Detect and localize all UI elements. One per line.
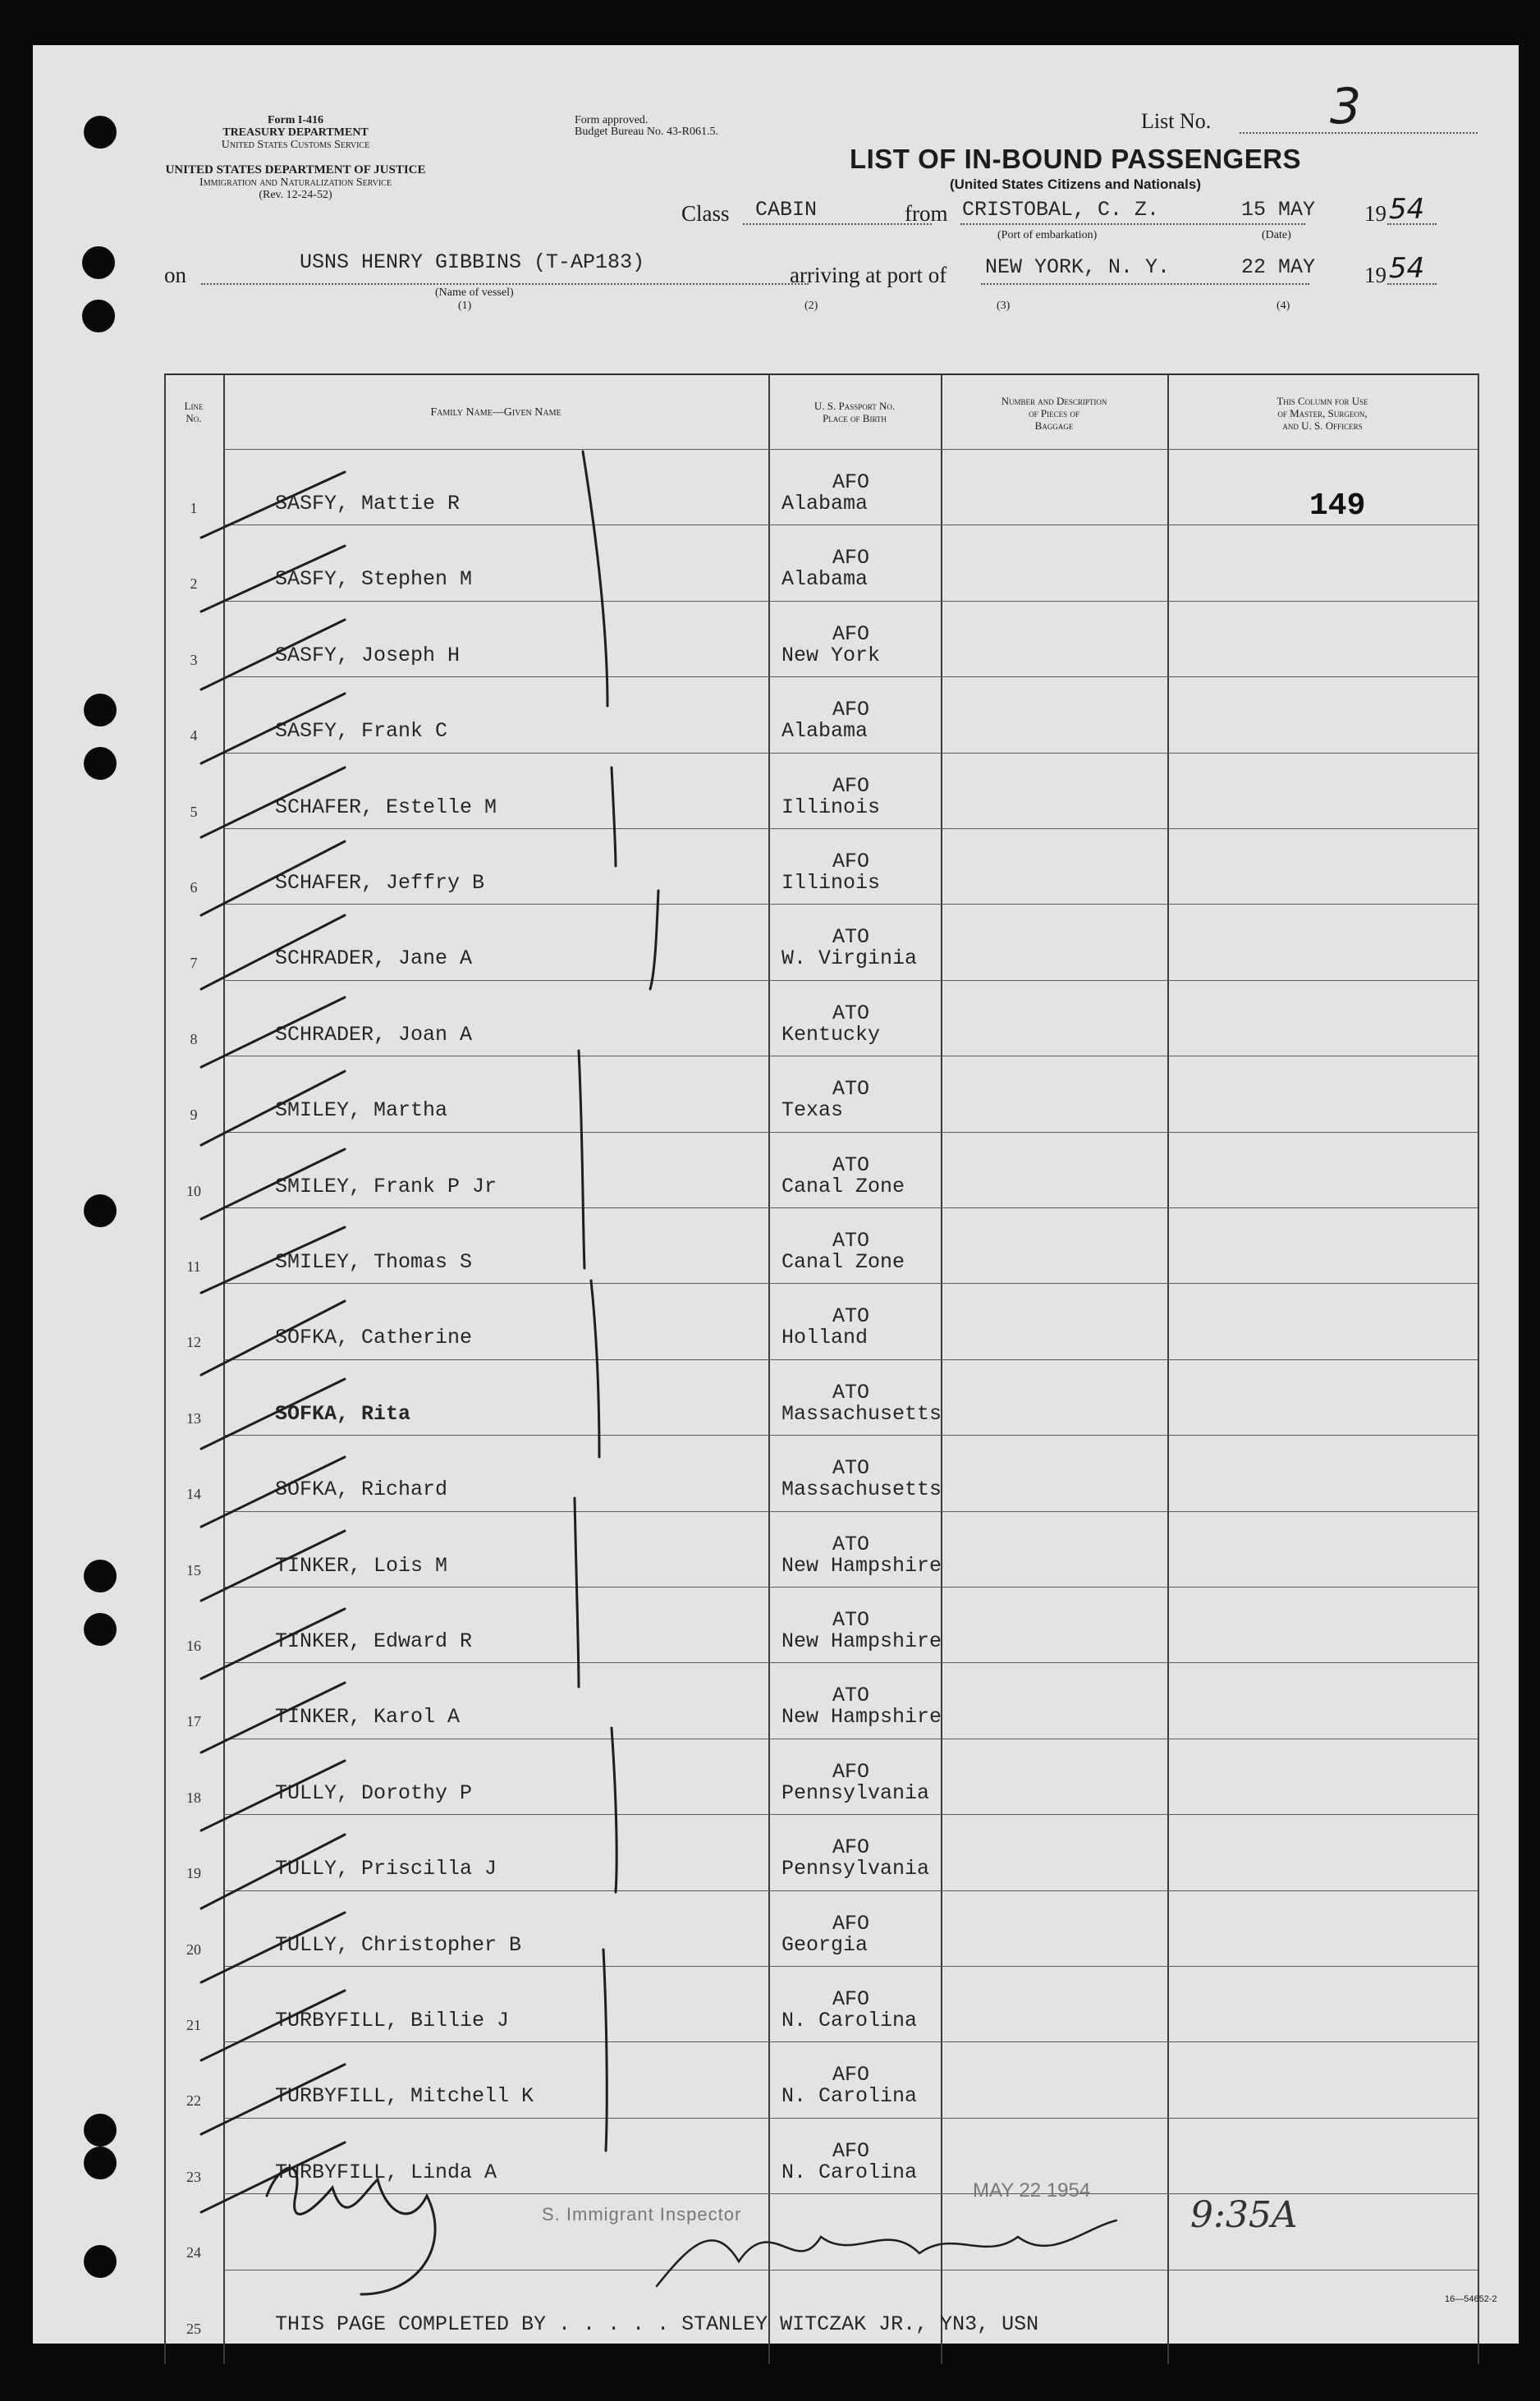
line-number: 3 [190, 651, 198, 668]
line-number: 21 [186, 2017, 201, 2033]
line-number: 12 [186, 1334, 201, 1351]
place-of-birth: Alabama [781, 719, 869, 744]
passenger-name: TULLY, Dorothy P [275, 1780, 473, 1805]
check-mark [201, 841, 345, 915]
place-of-birth: New Hampshire [781, 1553, 942, 1578]
passport-code: AFO [832, 470, 870, 494]
check-mark [201, 1531, 345, 1601]
handwritten-marks [33, 45, 1519, 2344]
check-mark [201, 1071, 345, 1145]
check-mark [201, 1913, 345, 1982]
place-of-birth: New Hampshire [781, 1705, 942, 1730]
family-bracket [579, 1051, 584, 1268]
place-of-birth: Alabama [781, 492, 869, 515]
form-number: Form I-416 [267, 114, 324, 126]
passport-code: AFO [832, 850, 870, 873]
family-bracket [612, 1728, 616, 1892]
passenger-name: TURBYFILL, Mitchell K [275, 2084, 534, 2109]
col1-caption: (1) [458, 300, 472, 312]
passport-code: ATO [832, 1532, 870, 1556]
col-header-passport: U. S. Passport No. Place of Birth [814, 400, 896, 424]
arrival-date-value: 22 MAY [1241, 255, 1316, 279]
port-embark-caption: (Port of embarkation) [997, 229, 1098, 241]
passport-code: ATO [832, 1380, 870, 1404]
line-number: 25 [186, 2320, 201, 2337]
passenger-name: SCHRADER, Joan A [275, 1022, 473, 1047]
line-number: 7 [190, 955, 198, 972]
line-number: 16 [186, 1638, 201, 1654]
place-of-birth: New Hampshire [781, 1629, 942, 1653]
check-mark [201, 2142, 345, 2212]
line-number: 11 [186, 1258, 201, 1275]
passport-code: ATO [832, 1077, 870, 1102]
check-mark [201, 1761, 345, 1831]
line-number: 24 [186, 2244, 201, 2261]
place-of-birth: Canal Zone [781, 1174, 905, 1198]
on-label: on [164, 263, 186, 287]
completed-by-line: THIS PAGE COMPLETED BY . . . . . STANLEY WITCZAK JR., YN3, USN [275, 2312, 1039, 2336]
line-number: 15 [186, 1561, 201, 1579]
passenger-name: TULLY, Priscilla J [275, 1857, 497, 1881]
line-number: 18 [186, 1789, 201, 1806]
family-bracket [650, 891, 658, 989]
line-number: 4 [190, 727, 198, 745]
passport-code: ATO [832, 1229, 870, 1253]
line-number: 2 [190, 575, 198, 593]
check-mark [201, 1149, 345, 1219]
passport-code: AFO [832, 2138, 870, 2163]
passenger-name: SMILEY, Thomas S [275, 1250, 473, 1274]
line-number: 23 [186, 2168, 201, 2185]
place-of-birth: Pennsylvania [781, 1780, 930, 1805]
arriving-label: arriving at port of [790, 263, 947, 287]
passport-code: AFO [832, 2063, 870, 2087]
passenger-name: SOFKA, Catherine [275, 1326, 473, 1350]
place-of-birth: Illinois [781, 795, 881, 819]
from-label: from [905, 201, 948, 226]
passenger-name: SASFY, Mattie R [275, 492, 461, 515]
passport-code: ATO [832, 1152, 870, 1177]
revision-date: (Rev. 12-24-52) [259, 189, 332, 201]
passenger-name: SCHAFER, Jeffry B [275, 871, 485, 895]
passenger-name: TULLY, Christopher B [275, 1932, 522, 1957]
family-bracket [591, 1281, 599, 1457]
signature [657, 2220, 1116, 2286]
time-stamp: 9:35A [1190, 2194, 1298, 2236]
line-number: 14 [186, 1486, 201, 1503]
date-stamp: MAY 22 1954 [973, 2179, 1091, 2202]
doj-heading: UNITED STATES DEPARTMENT OF JUSTICE [165, 163, 426, 176]
passport-code: ATO [832, 1684, 870, 1708]
col-header-baggage: Number and Description of Pieces of Baggage [1001, 395, 1107, 432]
line-number: 6 [190, 879, 198, 896]
passenger-name: SOFKA, Richard [275, 1478, 448, 1502]
passenger-name: SCHRADER, Jane A [275, 946, 473, 971]
passenger-name: SASFY, Frank C [275, 719, 448, 744]
place-of-birth: Georgia [781, 1932, 869, 1957]
line-number: 22 [186, 2092, 201, 2110]
passport-code: AFO [832, 1835, 870, 1860]
passport-code: ATO [832, 925, 870, 950]
depart-year-value: 54 [1389, 193, 1425, 226]
check-mark [201, 1683, 345, 1753]
officer-count-note: 149 [1309, 488, 1366, 524]
date-caption: (Date) [1262, 229, 1291, 241]
list-number: 3 [1330, 78, 1362, 135]
line-number: 19 [186, 1865, 201, 1882]
from-port-value: CRISTOBAL, C. Z. [962, 198, 1160, 222]
family-bracket [612, 767, 616, 866]
place-of-birth: Alabama [781, 567, 869, 592]
col-header-line: Line No. [184, 400, 204, 424]
col4-caption: (4) [1276, 300, 1290, 312]
list-no-label: List No. [1141, 109, 1212, 133]
vessel-value: USNS HENRY GIBBINS (T-AP183) [300, 250, 645, 274]
check-mark [201, 1609, 345, 1679]
place-of-birth: New York [781, 643, 881, 667]
place-of-birth: Illinois [781, 871, 881, 895]
col-header-family-name: Family Name—Given Name [430, 406, 561, 419]
passport-code: AFO [832, 546, 870, 570]
initials-scribble [267, 2168, 435, 2294]
place-of-birth: Pennsylvania [781, 1857, 930, 1881]
place-of-birth: Kentucky [781, 1022, 881, 1047]
form-code-footer: 16—54652-2 [1445, 2294, 1497, 2304]
line-number: 8 [190, 1030, 198, 1047]
inspector-stamp: S. Immigrant Inspector [542, 2204, 742, 2225]
passenger-name: TINKER, Edward R [275, 1629, 473, 1653]
passenger-name: SASFY, Joseph H [275, 643, 461, 667]
col3-caption: (3) [997, 300, 1011, 312]
check-mark [201, 997, 345, 1067]
passport-code: ATO [832, 1001, 870, 1025]
place-of-birth: Canal Zone [781, 1250, 905, 1274]
passenger-name: SASFY, Stephen M [275, 567, 473, 592]
check-mark [201, 1457, 345, 1527]
line-number: 1 [190, 500, 198, 516]
check-mark [201, 694, 345, 763]
class-value: CABIN [755, 198, 818, 222]
passenger-name: TURBYFILL, Linda A [275, 2160, 497, 2184]
passport-code: AFO [832, 1987, 870, 2011]
year-prefix-arrive: 19 [1364, 263, 1386, 287]
page-title: LIST OF IN-BOUND PASSENGERS [849, 144, 1302, 174]
check-mark [201, 1301, 345, 1375]
form-approved: Form approved. [575, 114, 649, 126]
passport-code: AFO [832, 1911, 870, 1936]
place-of-birth: Texas [781, 1098, 844, 1123]
family-bracket [603, 1950, 607, 2151]
arrival-year-value: 54 [1389, 252, 1425, 285]
line-number: 5 [190, 803, 198, 820]
passport-code: AFO [832, 621, 870, 646]
passenger-name: TINKER, Lois M [275, 1553, 448, 1578]
passenger-name: SMILEY, Frank P Jr [275, 1174, 497, 1198]
check-mark [201, 767, 345, 837]
family-bracket [575, 1498, 579, 1687]
check-mark [201, 472, 345, 538]
line-number: 13 [186, 1409, 201, 1427]
depart-date-value: 15 MAY [1241, 198, 1316, 222]
year-prefix-depart: 19 [1364, 201, 1386, 226]
passenger-name: SCHAFER, Estelle M [275, 795, 497, 819]
class-label: Class [681, 201, 730, 226]
budget-bureau: Budget Bureau No. 43-R061.5. [575, 126, 718, 138]
check-mark [201, 1227, 345, 1293]
place-of-birth: N. Carolina [781, 2084, 918, 2109]
passport-code: AFO [832, 1759, 870, 1784]
line-number: 17 [186, 1713, 201, 1730]
passport-code: AFO [832, 773, 870, 798]
check-mark [201, 546, 345, 612]
page-subtitle: (United States Citizens and Nationals) [949, 176, 1202, 192]
col-header-officers: This Column for Use of Master, Surgeon, and U. S. Officers [1276, 395, 1368, 432]
passenger-name: SMILEY, Martha [275, 1098, 448, 1123]
passenger-name: SOFKA, Rita [275, 1401, 411, 1426]
passport-code: ATO [832, 1304, 870, 1329]
col2-caption: (2) [804, 300, 818, 312]
passport-code: ATO [832, 1456, 870, 1481]
check-mark [201, 2064, 345, 2134]
line-number: 10 [186, 1182, 201, 1199]
place-of-birth: Massachusetts [781, 1478, 942, 1502]
vessel-caption: (Name of vessel) [435, 286, 514, 299]
customs-service: United States Customs Service [221, 139, 370, 151]
check-mark [201, 1991, 345, 2060]
family-bracket [583, 451, 607, 706]
arrival-port-value: NEW YORK, N. Y. [985, 255, 1171, 279]
ins-heading: Immigration and Naturalization Service [199, 176, 392, 189]
passport-code: ATO [832, 1608, 870, 1632]
place-of-birth: Massachusetts [781, 1401, 942, 1426]
check-mark [201, 915, 345, 989]
place-of-birth: N. Carolina [781, 2009, 918, 2032]
place-of-birth: Holland [781, 1326, 869, 1350]
manifest-page [33, 45, 1519, 2344]
check-mark [201, 1379, 345, 1449]
place-of-birth: W. Virginia [781, 946, 918, 971]
treasury-department: TREASURY DEPARTMENT [222, 126, 369, 139]
line-number: 20 [186, 1941, 201, 1958]
line-number: 9 [190, 1107, 198, 1124]
place-of-birth: N. Carolina [781, 2160, 918, 2184]
passenger-name: TINKER, Karol A [275, 1705, 461, 1730]
check-mark [201, 620, 345, 690]
check-mark [201, 1835, 345, 1908]
passport-code: AFO [832, 698, 870, 722]
passenger-name: TURBYFILL, Billie J [275, 2009, 510, 2032]
